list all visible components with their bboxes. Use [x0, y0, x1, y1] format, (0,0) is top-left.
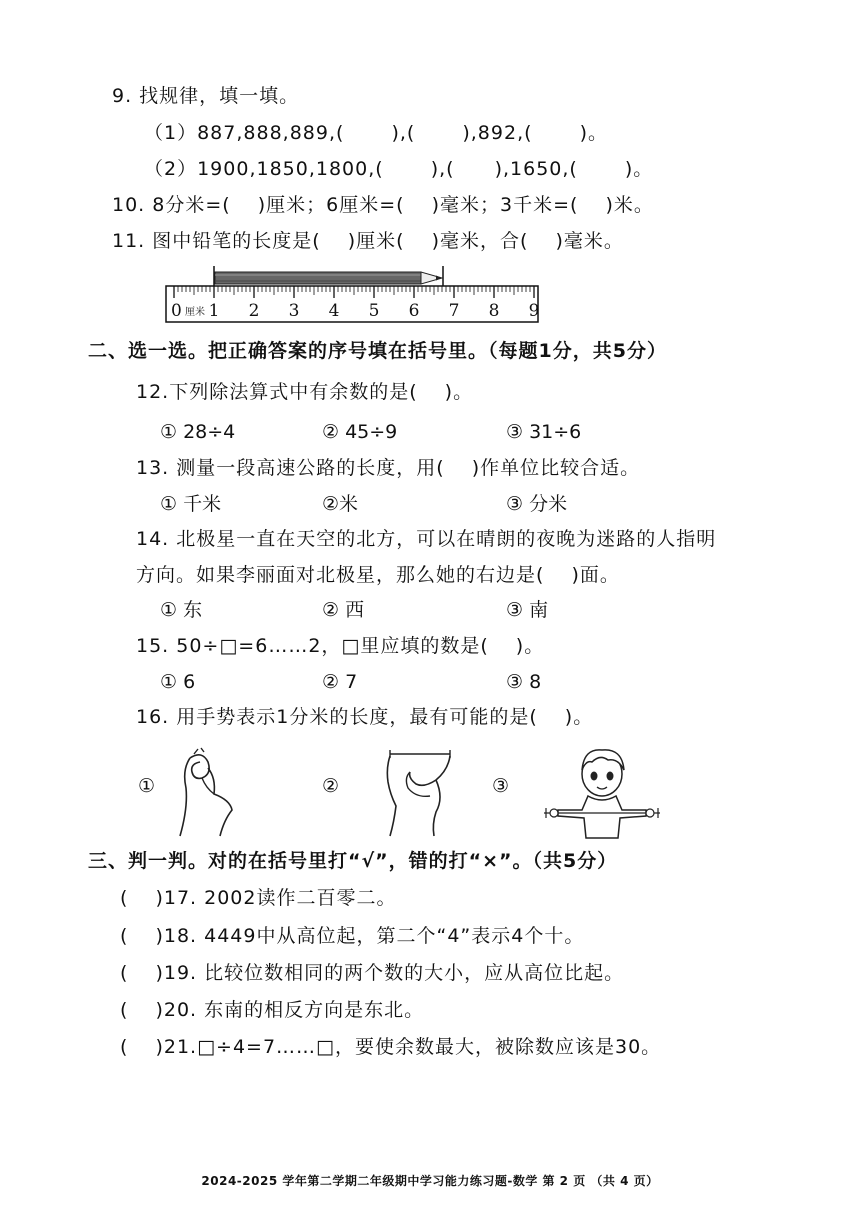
spread-hand-illustration [380, 748, 460, 838]
ruler-label: 0 [171, 301, 182, 321]
q16-option-1: ① [138, 775, 156, 797]
ruler-label: 8 [488, 301, 500, 321]
judge-item-21: ( )21.□÷4=7……□，要使余数最大，被除数应该是30。 [120, 1036, 662, 1058]
q13-option-1: ① 千米 [160, 493, 222, 515]
q16-option-2: ② [322, 775, 340, 797]
q13-text: 13. 测量一段高速公路的长度，用( )作单位比较合适。 [136, 457, 641, 479]
judge-item-18: ( )18. 4449中从高位起，第二个“4”表示4个十。 [120, 925, 585, 947]
ruler-label: 3 [288, 301, 300, 321]
q9-line-2: （2）1900,1850,1800,( ),( ),1650,( )。 [144, 158, 654, 180]
q9-line-1: （1）887,888,889,( ),( ),892,( )。 [144, 122, 608, 144]
q16-option-3: ③ [492, 775, 510, 797]
ruler-label: 9 [528, 301, 540, 321]
q16-text: 16. 用手势表示1分米的长度，最有可能的是( )。 [136, 706, 594, 728]
ruler-label: 2 [248, 301, 260, 321]
section-2-heading: 二、选一选。把正确答案的序号填在括号里。（每题1分，共5分） [88, 340, 667, 362]
q11-text: 11. 图中铅笔的长度是( )厘米( )毫米，合( )毫米。 [112, 230, 624, 252]
ruler-label: 5 [368, 301, 380, 321]
q14-line-2: 方向。如果李丽面对北极星，那么她的右边是( )面。 [136, 564, 620, 586]
q14-option-1: ① 东 [160, 599, 203, 621]
section-3-heading: 三、判一判。对的在括号里打“√”，错的打“×”。（共5分） [88, 850, 618, 872]
boy-arms-illustration [542, 740, 662, 840]
q12-option-1: ① 28÷4 [160, 421, 236, 443]
q15-text: 15. 50÷□=6……2，□里应填的数是( )。 [136, 635, 545, 657]
ruler-label: 4 [328, 301, 340, 321]
q15-option-2: ② 7 [322, 671, 358, 693]
q15-option-3: ③ 8 [506, 671, 542, 693]
q12-option-3: ③ 31÷6 [506, 421, 582, 443]
ruler-label: 1 [208, 301, 220, 321]
q14-option-3: ③ 南 [506, 599, 549, 621]
judge-item-19: ( )19. 比较位数相同的两个数的大小，应从高位比起。 [120, 962, 625, 984]
judge-item-20: ( )20. 东南的相反方向是东北。 [120, 999, 425, 1021]
q13-option-2: ②米 [322, 493, 359, 515]
ruler-label: 7 [448, 301, 460, 321]
judge-item-17: ( )17. 2002读作二百零二。 [120, 887, 397, 909]
pinch-hand-illustration [172, 748, 242, 838]
q15-option-1: ① 6 [160, 671, 196, 693]
ruler-unit-label: 厘米 [185, 307, 205, 318]
q9-title: 9. 找规律，填一填。 [112, 85, 300, 107]
q12-text: 12.下列除法算式中有余数的是( )。 [136, 381, 474, 403]
q12-option-2: ② 45÷9 [322, 421, 398, 443]
page-footer: 2024-2025 学年第二学期二年级期中学习能力练习题-数学 第 2 页 （共 4 页） [201, 1174, 659, 1188]
ruler-figure [164, 264, 544, 326]
q10-text: 10. 8分米=( )厘米；6厘米=( )毫米；3千米=( )米。 [112, 194, 654, 216]
ruler-label: 6 [408, 301, 420, 321]
q13-option-3: ③ 分米 [506, 493, 568, 515]
q14-option-2: ② 西 [322, 599, 365, 621]
q14-line-1: 14. 北极星一直在天空的北方，可以在晴朗的夜晚为迷路的人指明 [136, 528, 717, 550]
